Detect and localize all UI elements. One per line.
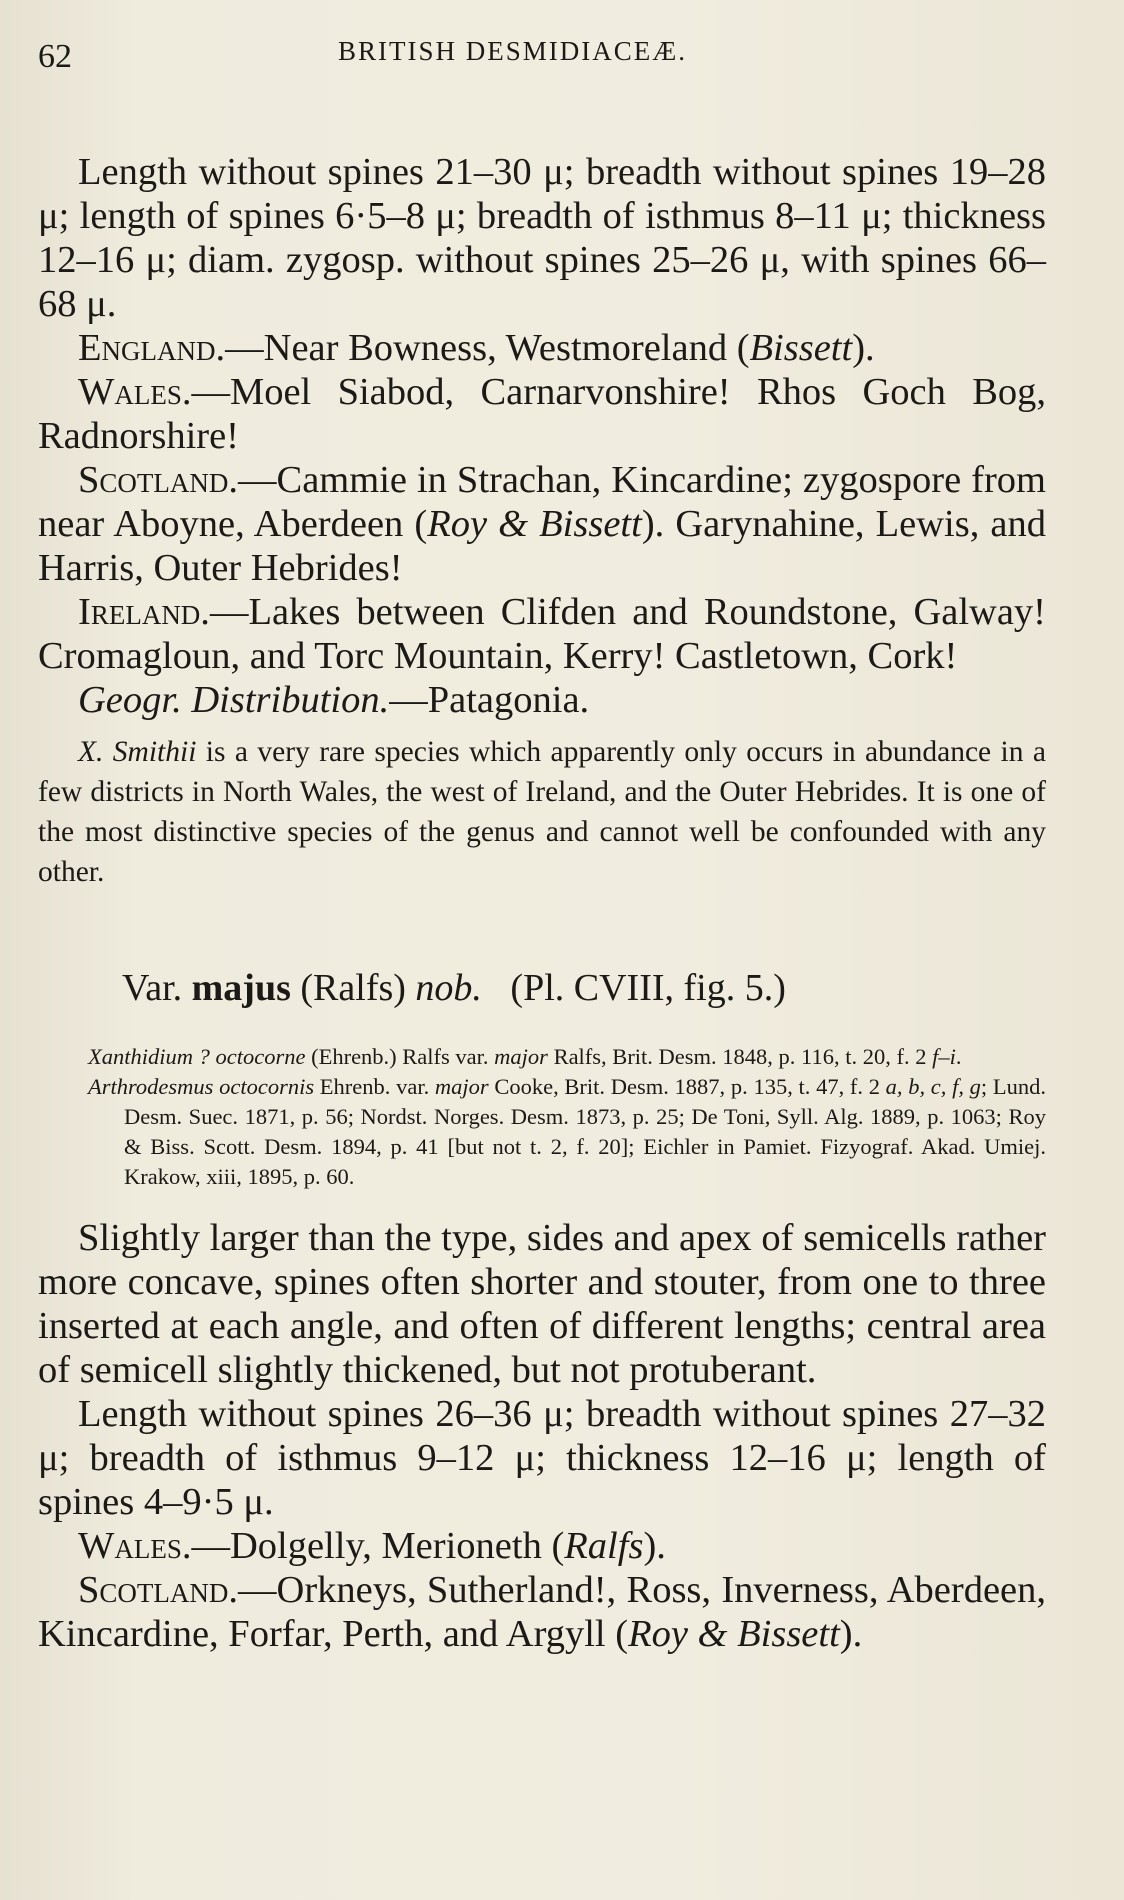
measurements-paragraph: Length without spines 21–30 μ; breadth without spines 19–28 μ; length of spines 6·5–8 μ; breadth of isthmus 8–11 μ; thickness 12–16 μ; diam. zygosp. without spines 25–26 μ, with spines 66–68 μ. (38, 151, 1046, 325)
authority: Bissett (749, 327, 853, 369)
variety-locality-scotland: Scotland.—Orkneys, Sutherland!, Ross, Inverness, Aberdeen, Kincardine, Forfar, Perth, and Argyll (Roy & Bissett). (38, 1569, 1046, 1655)
variety-description: Slightly larger than the type, sides and apex of semicells rather more concave, spines often shorter and stouter, from one to three inserted at each angle, and often of different lengths; central area of semicell slightly thickened, but not protuberant. (38, 1217, 1046, 1391)
species-note: X. Smithii is a very rare species which apparently only occurs in abundance in a few districts in North Wales, the west of Ireland, and the Outer Hebrides. It is one of the most distinctive species of the genus and cannot well be confounded with any other. (38, 736, 1046, 888)
running-title: BRITISH DESMIDIACEÆ. (338, 36, 688, 66)
region-label: Scotland. (78, 459, 239, 501)
locality-scotland: Scotland.—Cammie in Strachan, Kincardine; zygospore from near Aboyne, Aberdeen (Roy & Bissett). Garynahine, Lewis, and Harris, Outer Hebrides! (38, 459, 1046, 589)
locality-text: —Cammie in Strachan, Kincardine; zygospore from near Aboyne, Aberdeen ( (38, 459, 1046, 545)
region-label: Scotland. (78, 1569, 239, 1611)
region-label: Ireland. (78, 591, 210, 633)
locality-ireland (38, 590, 1046, 678)
synonymy-references (88, 1042, 1046, 1192)
page-number: 62 (38, 38, 72, 75)
distribution-label: Geogr. Distribution. (78, 679, 390, 721)
locality-text: —Lakes between Clifden and Roundstone, Galway! Cromagloun, and Torc Mountain, Kerry! Castletown, Cork! (38, 591, 1046, 677)
locality-text: —Moel Siabod, Carnarvonshire! Rhos Goch Bog, Radnorshire! (38, 371, 1046, 457)
authority: Roy & Bissett (427, 503, 642, 545)
geographic-distribution: Geogr. Distribution.—Patagonia. (78, 679, 590, 721)
region-label: Wales. (78, 1525, 192, 1567)
locality-england: England.—Near Bowness, Westmoreland (Bissett). (78, 327, 875, 369)
running-head (38, 28, 1046, 78)
variety-locality-wales: Wales.—Dolgelly, Merioneth (Ralfs). (78, 1525, 666, 1567)
locality-text: —Near Bowness, Westmoreland ( (225, 327, 750, 369)
authority: Ralfs (564, 1525, 644, 1567)
locality-wales (38, 370, 1046, 458)
variety-measurements: Length without spines 26–36 μ; breadth without spines 27–32 μ; breadth of isthmus 9–12 μ; thickness 12–16 μ; length of spines 4–9·5 μ. (38, 1393, 1046, 1523)
species-name: X. Smithii (78, 736, 197, 768)
region-label: Wales. (78, 371, 192, 413)
reference-entry: Xanthidium ? octocorne (Ehrenb.) Ralfs var. major Ralfs, Brit. Desm. 1848, p. 116, t. 20, f. 2 f–i. (88, 1044, 962, 1069)
variety-heading: Var. majus (Ralfs) nob. (Pl. CVIII, fig. 5.) (122, 967, 786, 1009)
reference-entry: Arthrodesmus octocornis Ehrenb. var. major Cooke, Brit. Desm. 1887, p. 135, t. 47, f. 2 a, b, c, f, g; Lund. Desm. Suec. 1871, p. 56; Nordst. Norges. Desm. 1873, p. 25; De Toni, Syll. Alg. 1889, p. 1063; Roy & Biss. Scott. Desm. 1894, p. 41 [but not t. 2, f. 20]; Eichler in Pamiet. Fizyograf. Akad. Umiej. Krakow, xiii, 1895, p. 60. (88, 1074, 1046, 1189)
variety-section (38, 1216, 1046, 1656)
region-label: England. (78, 327, 226, 369)
authority: Roy & Bissett (628, 1613, 840, 1655)
species-section (38, 150, 1046, 892)
variety-name: majus (191, 967, 291, 1009)
plate-reference: (Pl. CVIII, fig. 5.) (510, 967, 786, 1009)
